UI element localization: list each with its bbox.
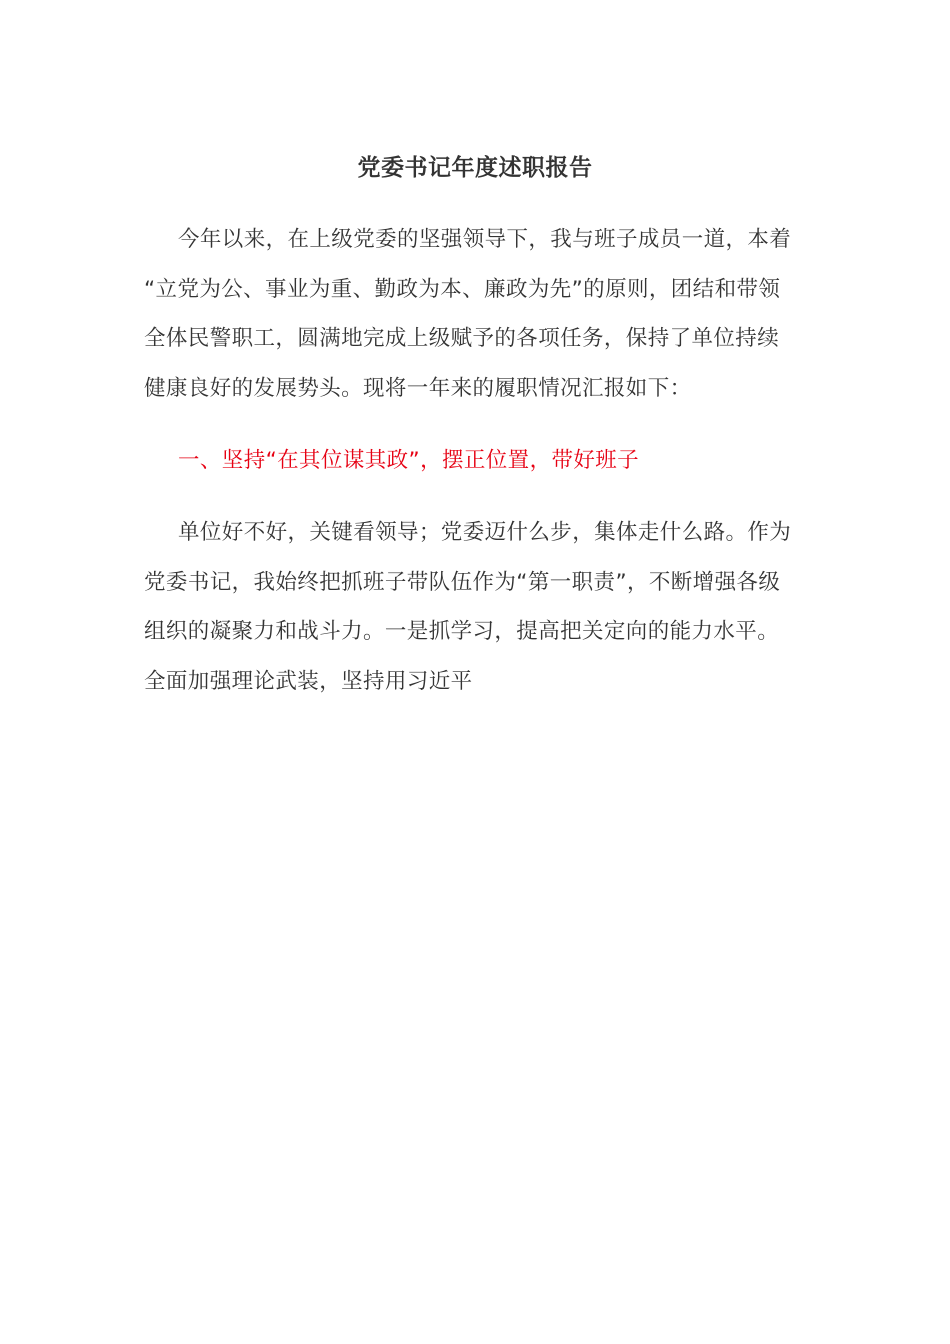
paragraph-line: 今年以来，在上级党委的坚强领导下，我与班子成员一道，本着 (178, 227, 792, 252)
document-title: 党委书记年度述职报告 (357, 155, 593, 181)
paragraph-line: 全面加强理论武装，坚持用习近平 (144, 668, 473, 694)
paragraph-line: 单位好不好，关键看领导；党委迈什么步，集体走什么路。作为 (178, 520, 792, 545)
paragraph-line: 健康良好的发展势头。现将一年来的履职情况汇报如下： (144, 375, 692, 401)
paragraph-line: 组织的凝聚力和战斗力。一是抓学习，提高把关定向的能力水平。 (144, 619, 780, 644)
paragraph-line: 党委书记，我始终把抓班子带队伍作为“第一职责”，不断增强各级 (144, 569, 781, 595)
section-heading: 一、坚持“在其位谋其政”，摆正位置，带好班子 (178, 448, 640, 473)
paragraph-intro (144, 215, 808, 413)
paragraph-line: “立党为公、事业为重、勤政为本、廉政为先”的原则，团结和带领 (144, 276, 781, 302)
paragraph-section1 (144, 508, 808, 706)
paragraph-line: 全体民警职工，圆满地完成上级赋予的各项任务，保持了单位持续 (144, 326, 780, 351)
